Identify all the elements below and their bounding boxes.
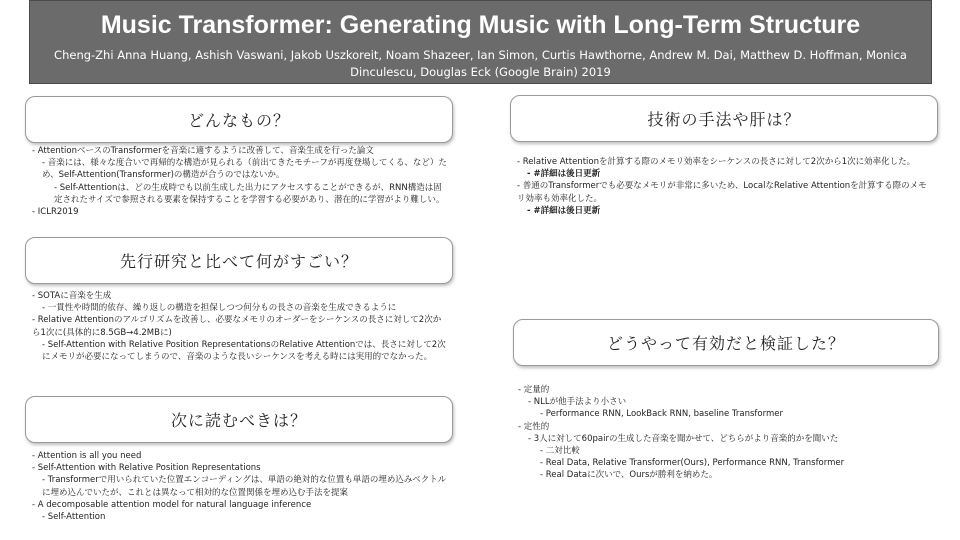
body-line: - 普通のTransformerでも必要なメモリが非常に多いため、LocalなRelative Attentionを計算する際のメモリ効率も効率化した。 [517,181,927,204]
section-body-validation [518,384,930,482]
section-heading-next [25,396,453,443]
body-line: - Performance RNN, LookBack RNN, baseline Transformer [540,409,783,420]
body-line: - Relative Attentionを計算する際のメモリ効率をシーケンスの長さに対して2次から1次に効率化した。 [517,157,916,167]
heading-label: 先行研究と比べて何がすごい？ [119,252,358,271]
section-body-next [32,450,447,523]
heading-label: どんなもの？ [187,111,290,130]
heading-label: 次に読むべきは？ [170,411,307,430]
body-line: - A decomposable attention model for natural language inference [32,499,312,510]
section-body-technique [517,156,929,217]
body-line: - 一貫性や時間的依存、繰り返しの構造を担保しつつ何分もの長さの音楽を生成できるように [42,303,397,314]
section-heading-what [25,96,453,143]
body-line: - Self-Attention with Relative Position Representations [32,463,261,474]
body-line: - Attention is all you need [32,451,142,461]
body-line: - Self-Attentionは、どの生成時でも以前生成した出力にアクセスすることができるが、RNN構造は固定されたサイズで参照される要素を保持することを学習する必要があり、潜在的に学習がより難しい。 [54,182,445,205]
body-line: - ICLR2019 [32,207,79,218]
section-heading-validation [513,319,939,366]
body-line: - 定量的 [518,385,550,395]
title-banner [29,0,932,84]
paper-title: Music Transformer: Generating Music with Long-Term Structure [100,11,861,39]
paper-authors: Cheng-Zhi Anna Huang, Ashish Vaswani, Jakob Uszkoreit, Noam Shazeer, Ian Simon, Curtis Hawthorne, Andrew M. Dai, Matthew D. Hoffman, Monica Dinculescu, Douglas Eck (Google Brain) 2019 [54,48,907,79]
section-body-what [32,145,450,218]
body-line: - 定性的 [518,421,550,432]
body-line: - Self-Attention [42,512,106,523]
body-line: - Transformerで用いられていた位置エンコーディングは、単語の絶対的な位置も単語の埋め込みベクトルに埋め込んでいたが、これとは異なって相対的な位置関係を埋め込む手法を提案 [42,475,447,498]
body-line: - Relative Attentionのアルゴリズムを改善し、必要なメモリのオーダーをシーケンスの長さに対して2次から1次に(具体的に8.5GB→4.2MBに) [32,315,442,338]
body-line: - 3人に対して60pairの生成した音楽を聞かせて、どちらがより音楽的かを聞いた [528,433,839,444]
section-heading-novelty [25,237,453,284]
body-line: - NLLが他手法より小さい [528,397,627,408]
body-line: - Real Dataに次いで、Oursが勝利を納めた。 [540,470,718,481]
body-line: - 音楽には、様々な度合いで再帰的な構造が見られる（前出てきたモチーフが再度登場してくる、など）ため、Self-Attention(Transformer)の構造が合うのではないか。 [42,158,447,181]
section-body-novelty [32,290,447,363]
heading-label: どうやって有効だと検証した？ [606,334,845,353]
body-line: - SOTAに音楽を生成 [32,291,112,301]
body-line: - #詳細は後日更新 [527,169,601,180]
body-line: - #詳細は後日更新 [527,205,601,216]
heading-label: 技術の手法や肝は？ [647,110,801,129]
body-line: - Self-Attention with Relative Position RepresentationsのRelative Attentionでは、長さに対して2次にメモリが必要になってしまうので、音楽のような長いシーケンスを考える時には実用的でなかった。 [42,339,446,363]
body-line: - AttentionベースのTransformerを音楽に適するように改善して、音楽生成を行った論文 [32,146,374,156]
section-heading-technique [510,95,938,142]
body-line: - 二対比較 [540,446,580,457]
body-line: - Real Data, Relative Transformer(Ours), Performance RNN, Transformer [540,458,845,469]
